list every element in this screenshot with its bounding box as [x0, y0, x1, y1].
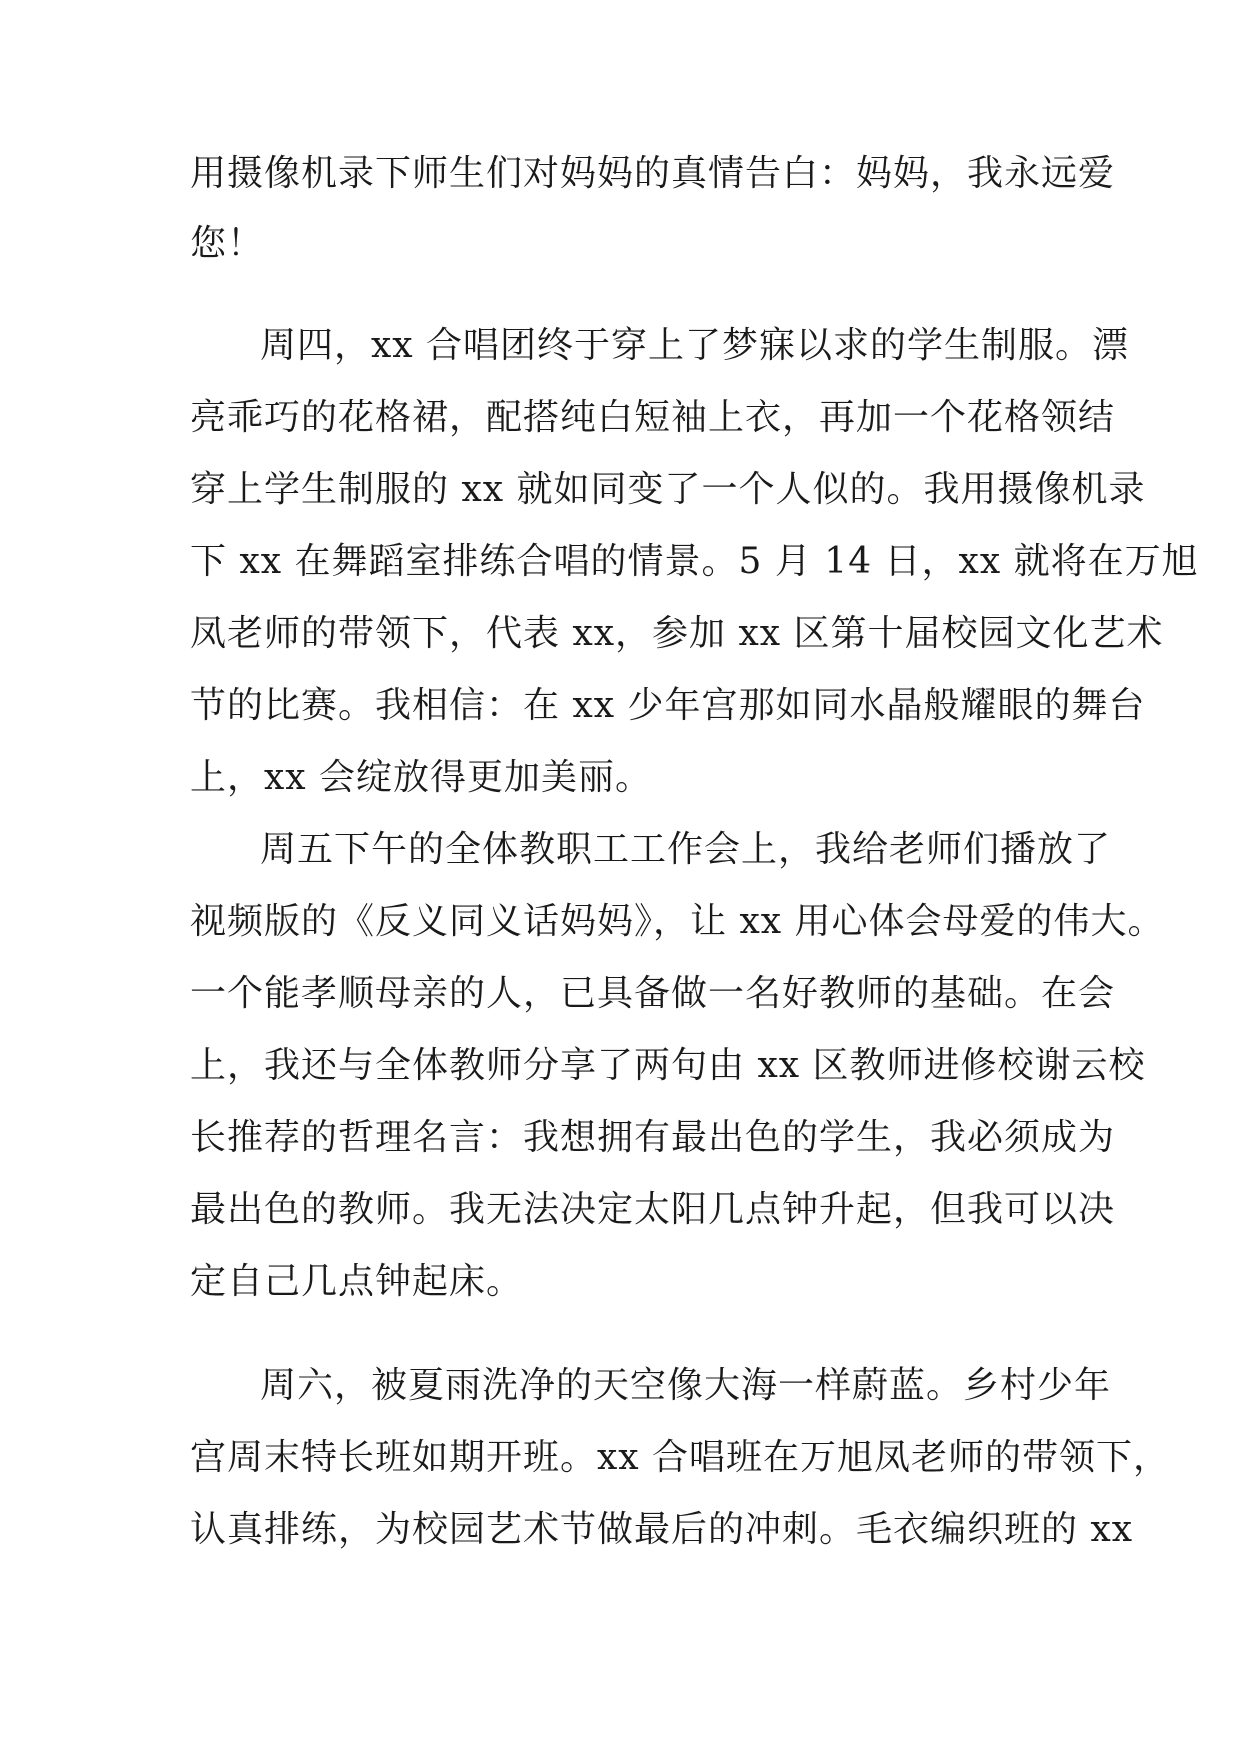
text-line-6: 下 xx 在舞蹈室排练合唱的情景。5 月 14 日，xx 就将在万旭: [190, 541, 1199, 582]
text-line-2: 您！: [190, 223, 265, 264]
text-line-3: 周四，xx 合唱团终于穿上了梦寐以求的学生制服。漂: [260, 325, 1130, 366]
text-line-12: 一个能孝顺母亲的人，已具备做一名好教师的基础。在会: [190, 973, 1116, 1014]
text-line-7: 凤老师的带领下，代表 xx，参加 xx 区第十届校园文化艺术: [190, 613, 1164, 654]
text-line-17: 周六，被夏雨洗净的天空像大海一样蔚蓝。乡村少年: [260, 1365, 1112, 1406]
text-line-13: 上，我还与全体教师分享了两句由 xx 区教师进修校谢云校: [190, 1045, 1146, 1086]
text-line-10: 周五下午的全体教职工工作会上，我给老师们播放了: [260, 829, 1112, 870]
text-line-5: 穿上学生制服的 xx 就如同变了一个人似的。我用摄像机录: [190, 469, 1146, 510]
text-line-18: 宫周末特长班如期开班。xx 合唱班在万旭凤老师的带领下，: [190, 1437, 1171, 1478]
text-line-19: 认真排练，为校园艺术节做最后的冲刺。毛衣编织班的 xx: [190, 1509, 1134, 1550]
text-line-14: 长推荐的哲理名言：我想拥有最出色的学生，我必须成为: [190, 1117, 1116, 1158]
text-line-15: 最出色的教师。我无法决定太阳几点钟升起，但我可以决: [190, 1189, 1116, 1230]
text-line-9: 上，xx 会绽放得更加美丽。: [190, 757, 653, 798]
text-line-11: 视频版的《反义同义话妈妈》，让 xx 用心体会母爱的伟大。: [190, 901, 1165, 942]
text-line-8: 节的比赛。我相信：在 xx 少年宫那如同水晶般耀眼的舞台: [190, 685, 1146, 726]
text-line-1: 用摄像机录下师生们对妈妈的真情告白：妈妈，我永远爱: [190, 153, 1116, 194]
text-line-4: 亮乖巧的花格裙，配搭纯白短袖上衣，再加一个花格领结: [190, 397, 1116, 438]
text-line-16: 定自己几点钟起床。: [190, 1261, 524, 1302]
